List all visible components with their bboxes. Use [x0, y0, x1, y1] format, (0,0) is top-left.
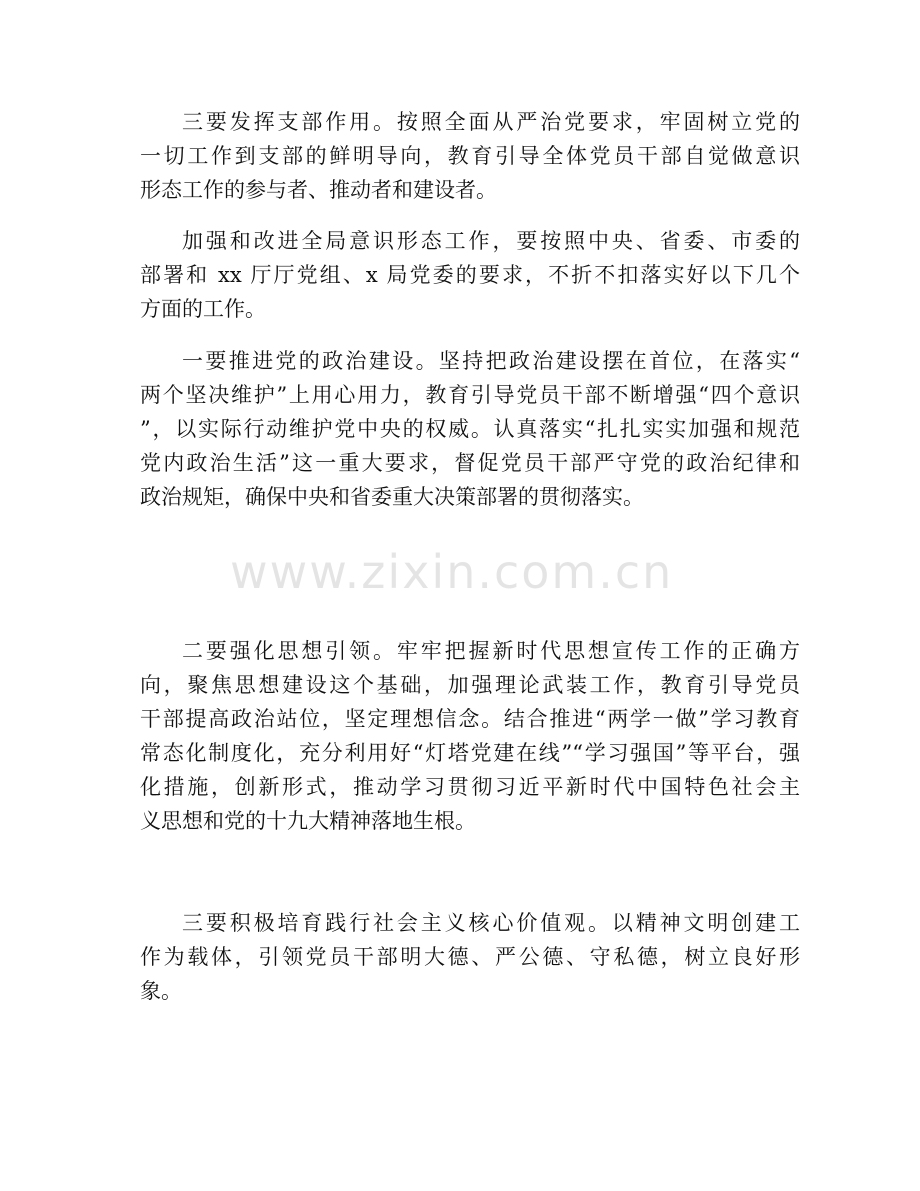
- text-line: 方面的工作。: [140, 297, 266, 321]
- text-line: 党内政治生活”这一重大要求，督促党员干部严守党的政治纪律和: [140, 451, 800, 475]
- paragraph-ideological-guidance: [140, 634, 800, 838]
- paragraph-branch-role: [140, 105, 800, 207]
- watermark: www.zixin.com.cn: [230, 545, 674, 599]
- text-line: 干部提高政治站位，坚定理想信念。结合推进“两学一做”学习教育: [140, 707, 800, 731]
- text-line: 加强和改进全局意识形态工作，要按照中央、省委、市委的: [182, 229, 800, 253]
- text-line: 二要强化思想引领。牢牢把握新时代思想宣传工作的正确方: [182, 639, 800, 663]
- text-line: 一要推进党的政治建设。坚持把政治建设摆在首位，在落实“: [182, 349, 800, 373]
- text-line: 义思想和党的十九大精神落地生根。: [140, 809, 476, 833]
- text-line: 两个坚决维护”上用心用力，教育引导党员干部不断增强“四个意识: [140, 383, 800, 407]
- text-line: 化措施，创新形式，推动学习贯彻习近平新时代中国特色社会主: [140, 775, 800, 799]
- text-line: 部署和 xx 厅厅党组、x 局党委的要求，不折不扣落实好以下几个: [140, 263, 800, 287]
- text-line: 政治规矩，确保中央和省委重大决策部署的贯彻落实。: [140, 485, 644, 509]
- text-line: 三要发挥支部作用。按照全面从严治党要求，牢固树立党的: [182, 110, 800, 134]
- text-line: 三要积极培育践行社会主义核心价值观。以精神文明创建工: [182, 911, 800, 935]
- text-line: ”，以实际行动维护党中央的权威。认真落实“扎扎实实加强和规范: [140, 417, 800, 441]
- text-line: 形态工作的参与者、推动者和建设者。: [140, 178, 497, 202]
- text-line: 常态化制度化，充分利用好“灯塔党建在线”“学习强国”等平台，强: [140, 741, 800, 765]
- paragraph-core-values: [140, 906, 800, 1008]
- paragraph-political-construction: [140, 344, 800, 514]
- paragraph-ideology-work: [140, 224, 800, 326]
- text-line: 象。: [140, 979, 182, 1003]
- text-line: 作为载体，引领党员干部明大德、严公德、守私德，树立良好形: [140, 945, 800, 969]
- text-line: 向，聚焦思想建设这个基础，加强理论武装工作，教育引导党员: [140, 673, 800, 697]
- text-line: 一切工作到支部的鲜明导向，教育引导全体党员干部自觉做意识: [140, 144, 800, 168]
